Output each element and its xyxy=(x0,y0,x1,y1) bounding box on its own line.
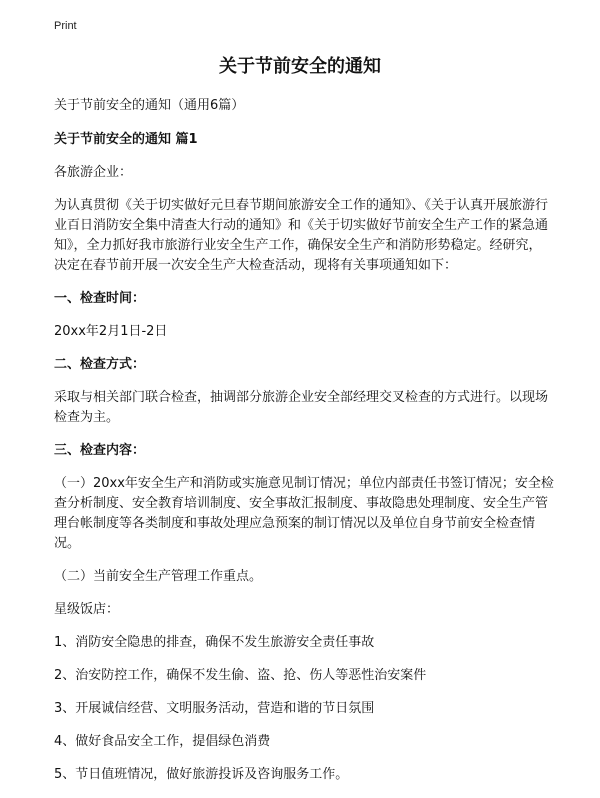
list-item: 3、开展诚信经营、文明服务活动，营造和谐的节日氛围 xyxy=(54,701,375,716)
hotel-label: 星级饭店： xyxy=(54,602,120,617)
section-heading-method: 二、检查方式： xyxy=(54,357,146,372)
inspection-method: 采取与相关部门联合检查，抽调部分旅游企业安全部经理交叉检查的方式进行。以现场检查为主。 xyxy=(54,390,549,425)
print-link[interactable]: Print xyxy=(54,20,77,32)
page-title: 关于节前安全的通知 xyxy=(219,56,381,77)
content-item-2: （二）当前安全生产管理工作重点。 xyxy=(54,569,263,584)
content-item-1: （一）20xx年安全生产和消防或实施意见制订情况；单位内部责任书签订情况；安全检查分析制度、安全教育培训制度、安全事故汇报制度、事故隐患处理制度、安全生产管理台帐制度等各类制度和事故处理应急预案的制订情况以及单位自身节前安全检查情况。 xyxy=(54,476,554,551)
intro-paragraph: 为认真贯彻《关于切实做好元旦春节期间旅游安全工作的通知》、《关于认真开展旅游行业百日消防安全集中清查大行动的通知》和《关于切实做好节前安全生产工作的紧急通知》，全力抓好我市旅游行业安全生产工作，确保安全生产和消防形势稳定。经研究，决定在春节前开展一次安全生产大检查活动，现将有关事项通知如下： xyxy=(54,198,549,273)
inspection-time: 20xx年2月1日-2日 xyxy=(54,324,168,339)
list-item: 4、做好食品安全工作，提倡绿色消费 xyxy=(54,734,271,749)
list-item: 2、治安防控工作，确保不发生偷、盗、抢、伤人等恶性治安案件 xyxy=(54,668,427,683)
article-title: 关于节前安全的通知 篇1 xyxy=(54,132,198,147)
document-subtitle: 关于节前安全的通知（通用6篇） xyxy=(54,98,245,113)
greeting: 各旅游企业： xyxy=(54,165,133,180)
list-item: 1、消防安全隐患的排查，确保不发生旅游安全责任事故 xyxy=(54,635,375,650)
list-item: 5、节日值班情况，做好旅游投诉及咨询服务工作。 xyxy=(54,767,349,782)
document-body xyxy=(54,96,554,798)
section-heading-content: 三、检查内容： xyxy=(54,443,146,458)
section-heading-time: 一、检查时间： xyxy=(54,291,146,306)
